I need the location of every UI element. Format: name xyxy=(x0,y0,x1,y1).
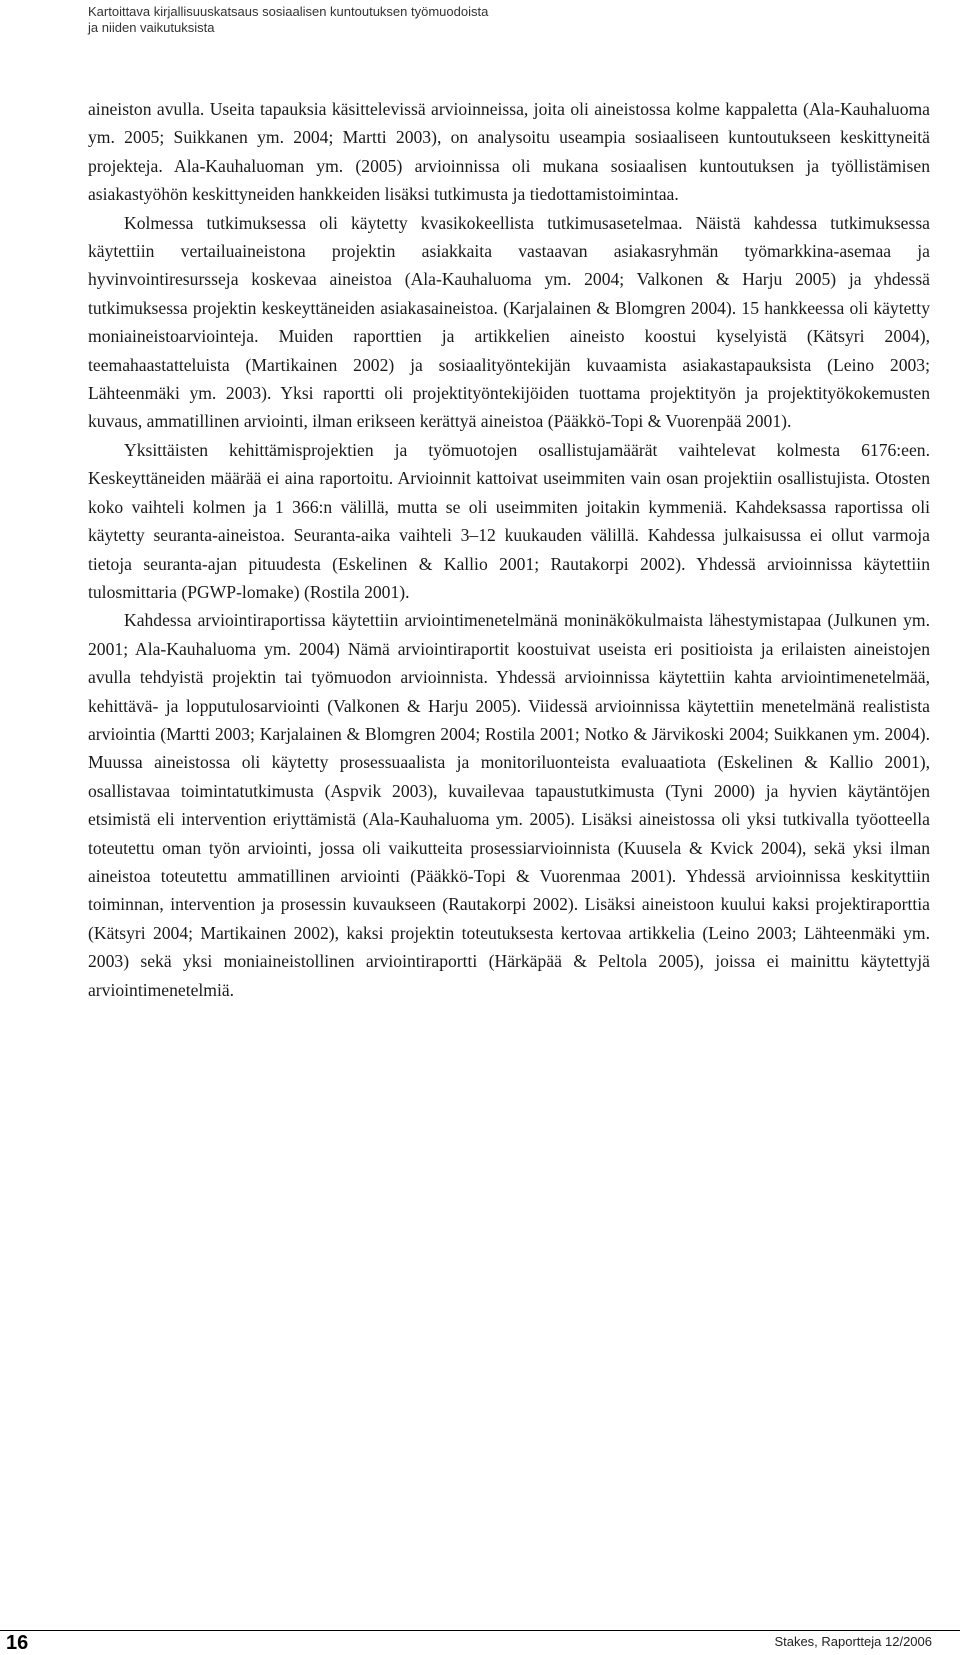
running-header-line-1: Kartoittava kirjallisuuskatsaus sosiaalisen kuntoutuksen työmuodoista xyxy=(88,4,489,19)
paragraph-1: aineiston avulla. Useita tapauksia käsittelevissä arvioinneissa, joita oli aineistossa kolme kappaletta (Ala-Kauhaluoma ym. 2005; Suikkanen ym. 2004; Martti 2003), on analysoitu useampia sosiaaliseen kuntoutukseen keskittyneitä projekteja. Ala-Kauhaluoman ym. (2005) arvioinnissa oli mukana sosiaalisen kuntoutuksen ja työllistämisen asiakastyöhön keskittyneiden hankkeiden lisäksi tutkimusta ja tiedottamistoimintaa. xyxy=(88,99,930,205)
page-number: 16 xyxy=(6,1632,29,1654)
body-text xyxy=(88,95,930,1004)
paragraph-4: Kahdessa arviointiraportissa käytettiin arviointimenetelmänä moninäkökulmaista lähestymistapaa (Julkunen ym. 2001; Ala-Kauhaluoma ym. 2004) Nämä arviointiraportit koostuivat useista eri positioista ja erilaisten aineistojen avulla tehdyistä projektin tai työmuodon arvioinnista. Yhdessä arvioinnissa käytettiin kahta arviointimenetelmää, kehittävä- ja lopputulosarviointi (Valkonen & Harju 2005). Viidessä arvioinnissa käytettiin menetelmänä realistista arviointia (Martti 2003; Karjalainen & Blomgren 2004; Rostila 2001; Notko & Järvikoski 2004; Suikkanen ym. 2004). Muussa aineistossa oli käytetty prosessuaalista ja monitoriluonteista evaluaatiota (Eskelinen & Kallio 2001), osallistavaa toimintatutkimusta (Aspvik 2003), kuvailevaa tapaustutkimusta (Tyni 2000) ja hyvien käytäntöjen etsimistä eli intervention eriyttämistä (Ala-Kauhaluoma ym. 2005). Lisäksi aineistossa oli yksi tutkivalla työotteella toteutettu oman työn arviointi, jossa oli vaikutteita prosessiarvioinnista (Kuusela & Kvick 2004), sekä yksi ilman aineistoa toteutettu ammatillinen arviointi (Pääkkö-Topi & Vuorenmaa 2001). Yhdessä arvioinnissa keskityttiin toiminnan, intervention ja prosessin kuvaukseen (Rautakorpi 2002). Lisäksi aineistoon kuului kaksi projektiraporttia (Kätsyri 2004; Martikainen 2002), kaksi projektin toteutuksesta kertovaa artikkelia (Leino 2003; Lähteenmäki ym. 2003) sekä yksi moniaineistollinen arviointiraportti (Härkäpää & Peltola 2005), joissa ei mainittu käytettyjä arviointimenetelmiä. xyxy=(88,610,930,1000)
running-header-line-2: ja niiden vaikutuksista xyxy=(88,20,215,35)
paragraph-2: Kolmessa tutkimuksessa oli käytetty kvasikokeellista tutkimusasetelmaa. Näistä kahdessa tutkimuksessa käytettiin vertailuaineistona projektin asiakkaita vastaavan asiakasryhmän työmarkkina-asemaa ja hyvinvointiresursseja koskevaa aineistoa (Ala-Kauhaluoma ym. 2004; Valkonen & Harju 2005) ja yhdessä tutkimuksessa projektin keskeyttäneiden asiakasaineistoa. (Karjalainen & Blomgren 2004). 15 hankkeessa oli käytetty moniaineistoarviointeja. Muiden raporttien ja artikkelien aineisto koostui kyselyistä (Kätsyri 2004), teemahaastatteluista (Martikainen 2002) ja sosiaalityöntekijän kuvaamista asiakastapauksista (Leino 2003; Lähteenmäki ym. 2003). Yksi raportti oli projektityöntekijöiden tuottama projektityön ja projektityökokemusten kuvaus, ammatillinen arviointi, ilman erikseen kerättyä aineistoa (Pääkkö-Topi & Vuorenpää 2001). xyxy=(88,212,930,432)
publisher-footer: Stakes, Raportteja 12/2006 xyxy=(774,1634,932,1649)
footer-rule xyxy=(0,1630,960,1631)
paragraph-3: Yksittäisten kehittämisprojektien ja työmuotojen osallistujamäärät vaihtelevat kolmesta 6176:een. Keskeyttäneiden määrää ei aina raportoitu. Arvioinnit kattoivat useimmiten vain osan projektiin osallistujista. Otosten koko vaihteli kolmen ja 1 366:n välillä, mutta se oli useimmiten joitakin kymmeniä. Kahdeksassa raportissa oli käytetty seuranta-aineistoa. Seuranta-aika vaihteli 3–12 kuukauden välillä. Kahdessa julkaisussa ei ollut varmoja tietoja seuranta-ajan pituudesta (Eskelinen & Kallio 2001; Rautakorpi 2002). Yhdessä arvioinnissa käytettiin tulosmittaria (PGWP-lomake) (Rostila 2001). xyxy=(88,439,930,602)
running-header xyxy=(88,4,488,36)
